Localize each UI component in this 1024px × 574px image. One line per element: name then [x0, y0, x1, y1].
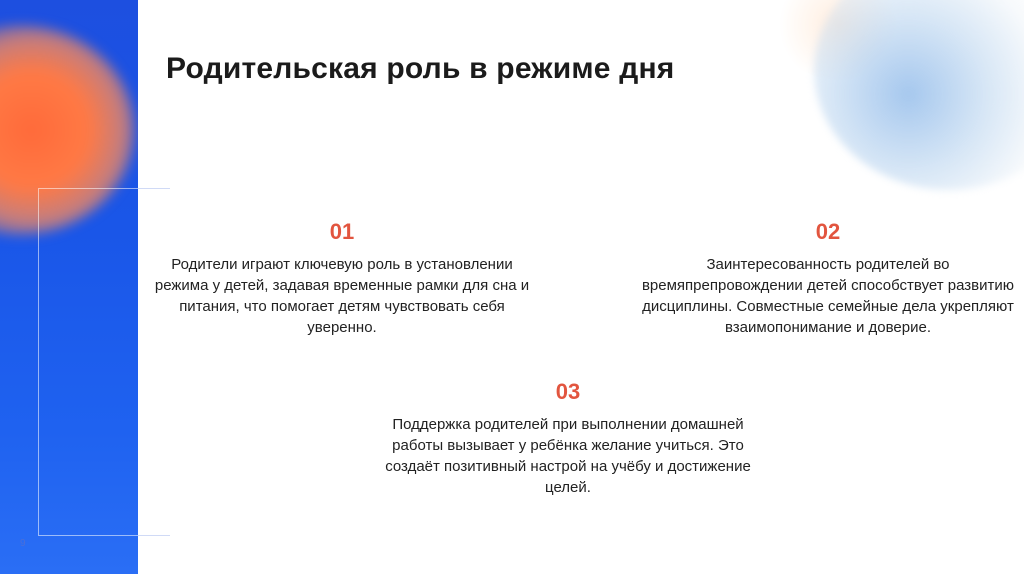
decorative-frame-line-top	[138, 188, 170, 189]
slide-title: Родительская роль в режиме дня	[166, 52, 675, 85]
point-block-1	[148, 219, 536, 338]
point-text: Заинтересованность родителей во времяпрепровождении детей способствует развитию дисциплины. Совместные семейные дела укрепляют взаимопонимание и доверие.	[641, 256, 1015, 336]
decorative-frame-line	[38, 188, 138, 536]
page-number: 9	[20, 538, 26, 549]
point-number: 02	[815, 219, 841, 244]
point-number: 01	[329, 219, 355, 244]
point-block-2	[632, 219, 1024, 338]
decorative-frame-line-bottom	[138, 535, 170, 536]
blue-gradient-blob	[814, 0, 1024, 190]
point-block-3	[372, 379, 764, 498]
point-text: Поддержка родителей при выполнении домашней работы вызывает у ребёнка желание учиться. Это создаёт позитивный настрой на учёбу и достижение целей.	[385, 416, 751, 496]
point-text: Родители играют ключевую роль в установлении режима у детей, задавая временные рамки для сна и питания, что помогает детям чувствовать себя уверенно.	[154, 256, 530, 336]
left-decorative-band	[0, 0, 138, 574]
point-number: 03	[555, 379, 581, 404]
